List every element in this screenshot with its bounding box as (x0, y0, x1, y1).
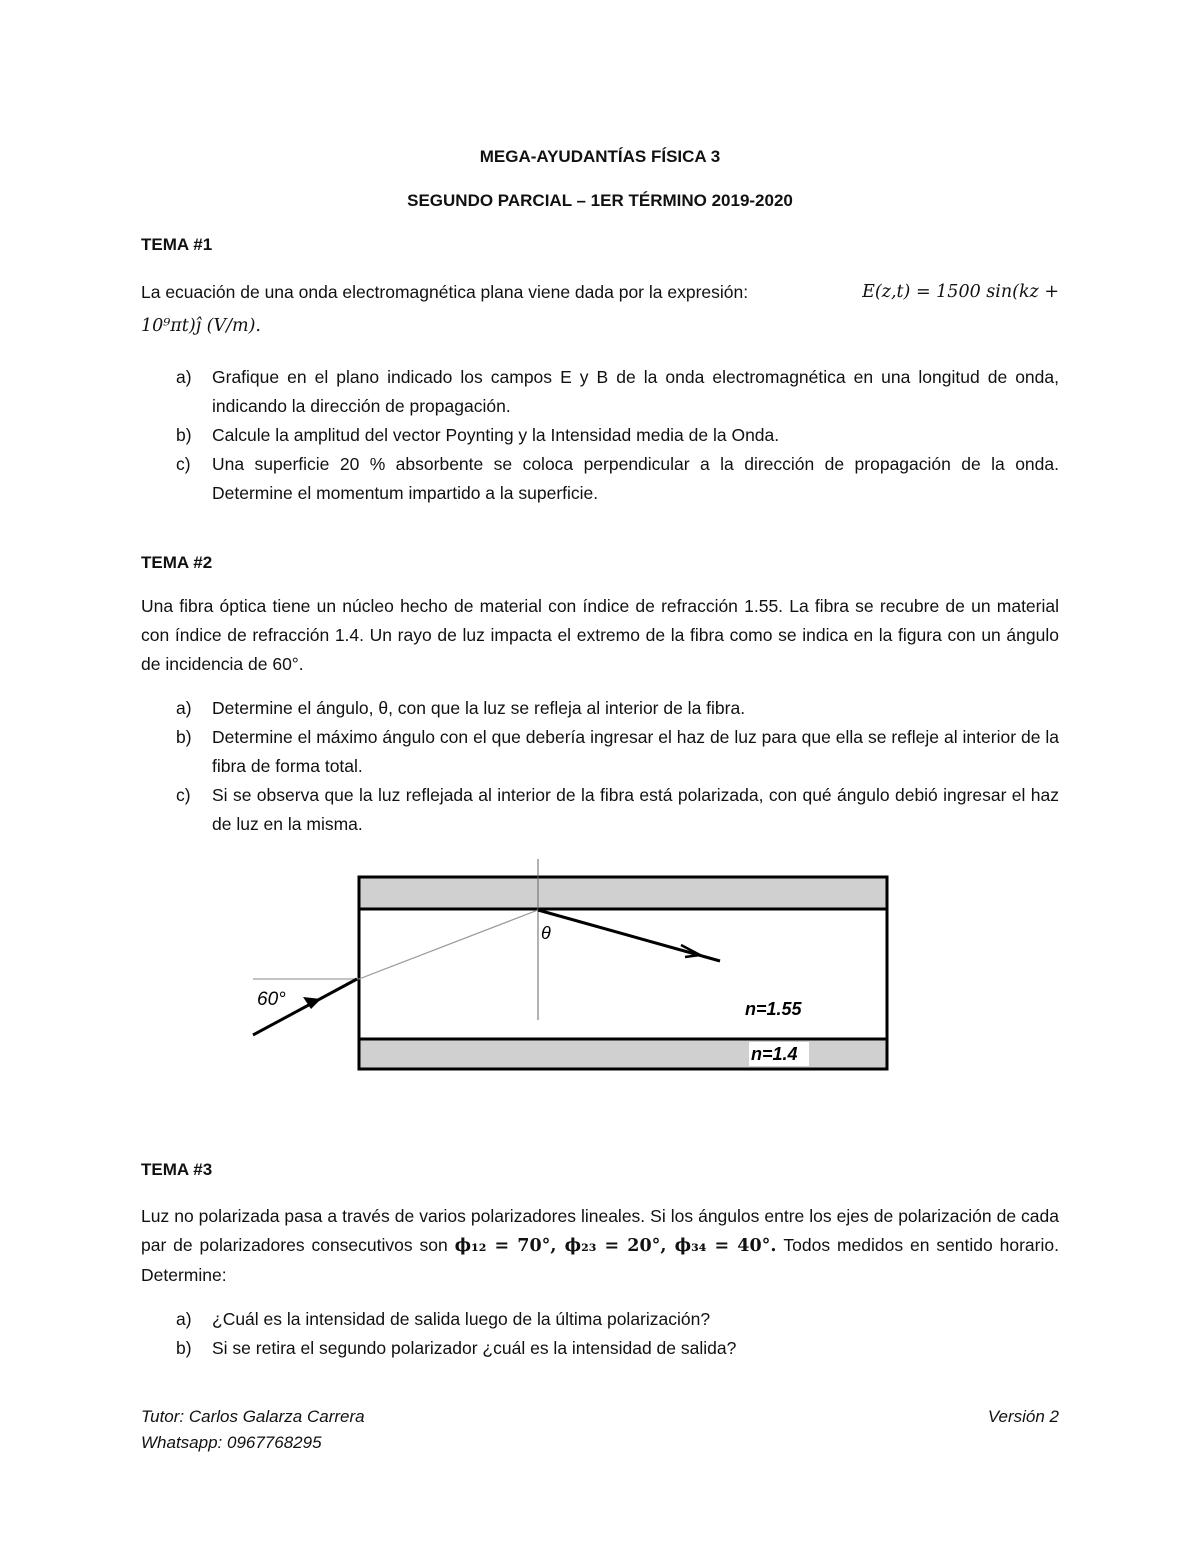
item-label: c) (176, 454, 191, 474)
item-text: Grafique en el plano indicado los campos E y B de la onda electromagnética en una longitud de onda, indicando la dirección de propagación. (212, 367, 1059, 416)
tema1-heading: TEMA #1 (141, 235, 213, 254)
item-text: ¿Cuál es la intensidad de salida luego de la última polarización? (212, 1309, 711, 1329)
tema2-intro: Una fibra óptica tiene un núcleo hecho de material con índice de refracción 1.55. La fibra se recubre de un material con índice de refracción 1.4. Un rayo de luz impacta el extremo de la fibra como se indica en la figura con un ángulo de incidencia de 60°. (141, 596, 1059, 674)
tema3-item-a (176, 1305, 1059, 1334)
tema2-item-a (176, 694, 1059, 723)
tema3-intro (141, 1202, 1059, 1290)
document-title: MEGA-AYUDANTÍAS FÍSICA 3 (479, 147, 721, 166)
document-subtitle: SEGUNDO PARCIAL – 1ER TÉRMINO 2019-2020 (407, 191, 793, 210)
tema1-item-b (176, 421, 1059, 450)
tema1-item-c (176, 450, 1059, 508)
tema1-equation-line2: 10⁹πt)ĵ (V/m). (141, 316, 261, 336)
tema3-heading: TEMA #3 (141, 1160, 213, 1179)
tema1-item-a (176, 363, 1059, 421)
footer-whatsapp: Whatsapp: 0967768295 (141, 1433, 322, 1452)
item-label: b) (176, 425, 192, 445)
tema3-angles: ϕ₁₂ = 70°, ϕ₂₃ = 20°, ϕ₃₄ = 40°. (454, 1236, 777, 1256)
footer-tutor: Tutor: Carlos Galarza Carrera (141, 1407, 365, 1426)
item-text: Determine el ángulo, θ, con que la luz se refleja al interior de la fibra. (212, 698, 746, 718)
tema1-equation-line1: E(z,t) = 1500 sin(kz + (862, 282, 1059, 302)
item-text: Si se observa que la luz reflejada al interior de la fibra está polarizada, con qué ángulo debió ingresar el haz de luz en la misma. (212, 785, 1059, 834)
tema3-item-b (176, 1334, 1059, 1363)
tema3-intro-part1: Luz no polarizada pasa a través de varios polarizadores lineales. Si los ángulos entre los ejes de polarización de cada par de polarizadores consecutivos son (141, 1206, 1059, 1255)
item-label: b) (176, 727, 192, 747)
cladding-top (359, 877, 887, 909)
tema2-item-b (176, 723, 1059, 781)
item-label: c) (176, 785, 191, 805)
item-text: Determine el máximo ángulo con el que debería ingresar el haz de luz para que ella se refleje al interior de la fibra de forma total. (212, 727, 1059, 776)
item-text: Calcule la amplitud del vector Poynting y la Intensidad media de la Onda. (212, 425, 780, 445)
incidence-angle-label: 60° (257, 989, 286, 1010)
tema1-intro-text: La ecuación de una onda electromagnética plana viene dada por la expresión: (141, 282, 749, 302)
tema2-heading: TEMA #2 (141, 553, 213, 572)
tema2-item-c (176, 781, 1059, 839)
fiber-core (359, 909, 887, 1039)
item-label: a) (176, 698, 192, 718)
tema3-intro-part2: Todos medidos en sentido horario. Determine: (141, 1235, 1059, 1285)
item-label: a) (176, 367, 192, 387)
item-label: a) (176, 1309, 192, 1329)
theta-label: θ (541, 923, 551, 943)
tema1-intro (141, 278, 1059, 341)
optical-fiber-figure (245, 855, 895, 1100)
item-label: b) (176, 1338, 192, 1358)
core-index-label: n=1.55 (745, 999, 802, 1019)
cladding-index-label: n=1.4 (751, 1044, 798, 1064)
item-text: Una superficie 20 % absorbente se coloca perpendicular a la dirección de propagación de la onda. Determine el momentum impartido a la superficie. (212, 454, 1059, 503)
item-text: Si se retira el segundo polarizador ¿cuál es la intensidad de salida? (212, 1338, 737, 1358)
footer-version: Versión 2 (987, 1407, 1059, 1426)
